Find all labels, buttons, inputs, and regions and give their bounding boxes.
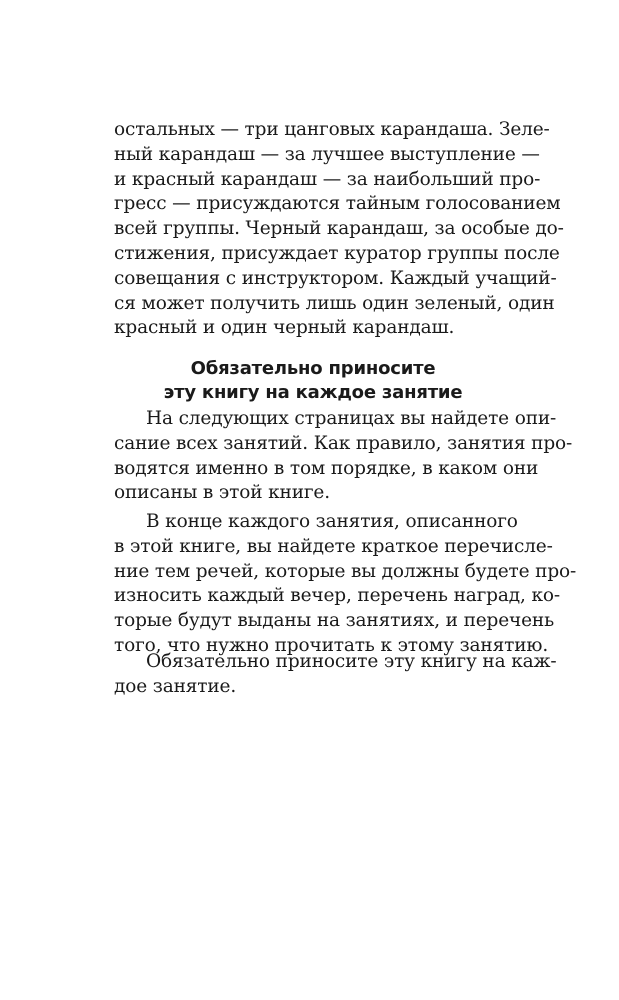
paragraph-line: гресс — присуждаются тайным голосованием bbox=[114, 193, 561, 215]
paragraph-line: сание всех занятий. Как правило, занятия про- bbox=[114, 432, 573, 454]
paragraph-line: стижения, присуждает куратор группы после bbox=[114, 242, 560, 264]
heading-line: Обязательно приносите bbox=[190, 358, 436, 379]
paragraph-line: дое занятие. bbox=[114, 675, 237, 697]
paragraph-line: ный карандаш — за лучшее выступление — bbox=[114, 143, 540, 165]
paragraph-line: ние тем речей, которые вы должны будете про- bbox=[114, 560, 577, 582]
paragraph-line: и красный карандаш — за наибольший про- bbox=[114, 168, 541, 190]
paragraph-line: ся может получить лишь один зеленый, один bbox=[114, 292, 555, 314]
paragraph-line: описаны в этой книге. bbox=[114, 482, 330, 504]
paragraph-line: того, что нужно прочитать к этому занятию. bbox=[114, 634, 549, 656]
paragraph-sessions-description bbox=[114, 407, 573, 506]
paragraph-session-summary bbox=[114, 510, 577, 659]
paragraph-line: остальных — три цанговых карандаша. Зеле- bbox=[114, 119, 550, 140]
paragraph-line: В конце каждого занятия, описанного bbox=[146, 511, 518, 532]
paragraph-line: торые будут выданы на занятиях, и перечень bbox=[114, 610, 555, 632]
paragraph-pencil-awards bbox=[114, 118, 564, 341]
heading-line: эту книгу на каждое занятие bbox=[163, 382, 463, 403]
paragraph-bring-book bbox=[114, 650, 557, 700]
paragraph-line: износить каждый вечер, перечень наград, ко- bbox=[114, 585, 560, 607]
paragraph-line: Обязательно приносите эту книгу на каж- bbox=[146, 651, 557, 672]
paragraph-line: совещания с инструктором. Каждый учащий- bbox=[114, 267, 557, 289]
paragraph-line: красный и один черный карандаш. bbox=[114, 317, 455, 339]
paragraph-line: в этой книге, вы найдете краткое перечисле- bbox=[114, 535, 553, 557]
section-heading bbox=[114, 357, 512, 405]
paragraph-line: всей группы. Черный карандаш, за особые до- bbox=[114, 218, 564, 240]
paragraph-line: На следующих страницах вы найдете опи- bbox=[146, 408, 557, 429]
paragraph-line: водятся именно в том порядке, в каком они bbox=[114, 457, 539, 479]
